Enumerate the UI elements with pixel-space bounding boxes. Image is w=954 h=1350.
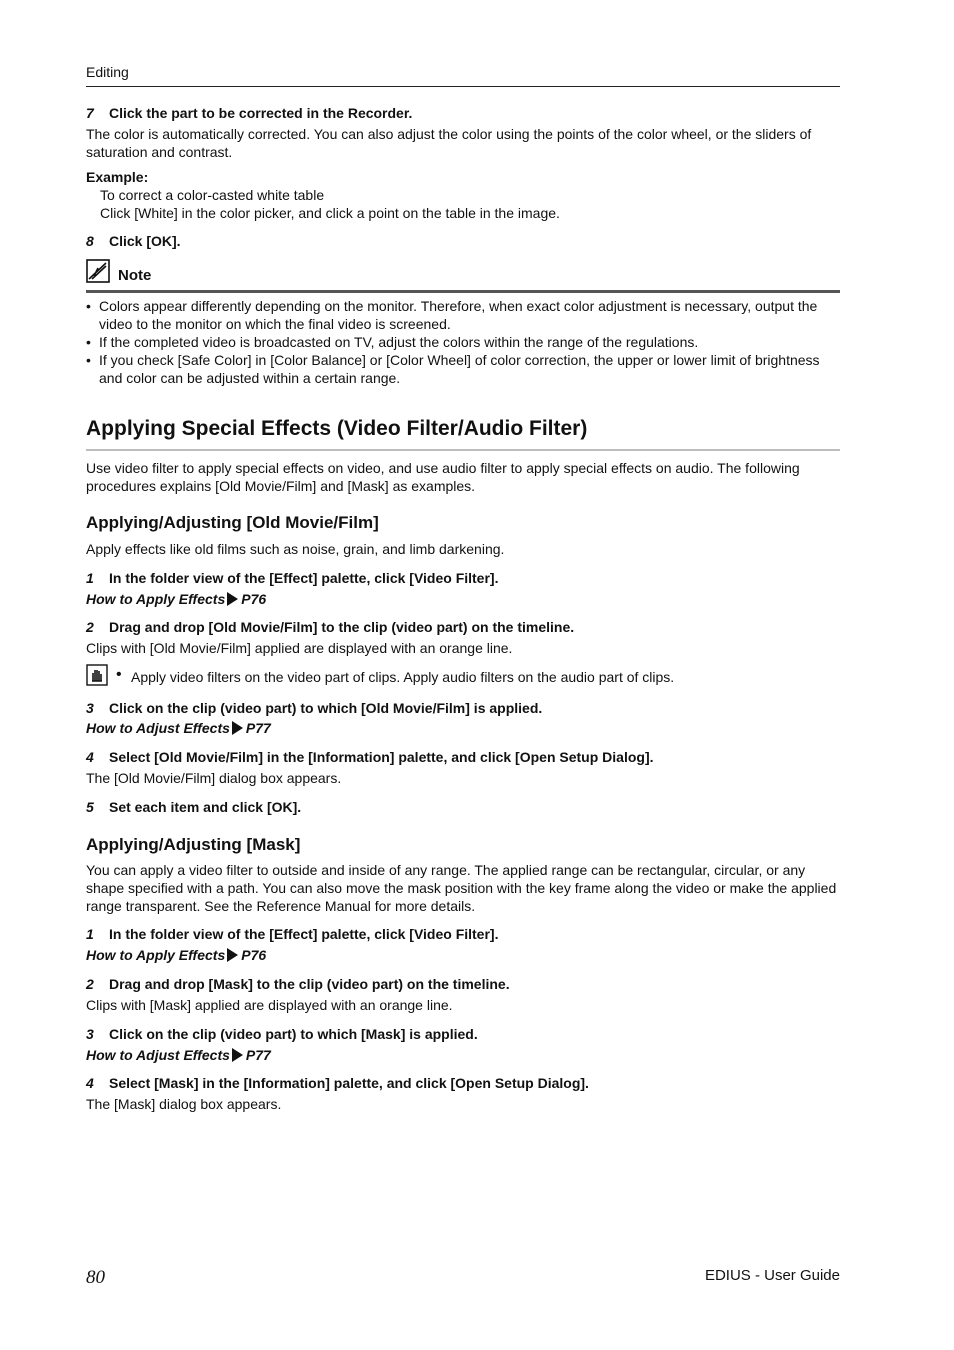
example-line-1: To correct a color-casted white table: [100, 187, 325, 203]
old-movie-ref-apply[interactable]: [86, 591, 840, 607]
old-movie-step-3: [86, 700, 840, 716]
step-text: Drag and drop [Old Movie/Film] to the clip (video part) on the timeline.: [109, 619, 575, 635]
note-item: • If you check [Safe Color] in [Color Balance] or [Color Wheel] of color correction, the upper or lower limit of brightness and color can be adjusted within a certain range.: [86, 351, 840, 387]
note-label: Note: [118, 267, 152, 284]
step-7: [86, 105, 840, 121]
ref-page: P77: [245, 720, 271, 736]
step-8: [86, 233, 840, 249]
section-title: Applying Special Effects (Video Filter/Audio Filter): [86, 417, 588, 440]
footer-title: EDIUS - User Guide: [704, 1267, 840, 1284]
step-text: Click [OK].: [109, 233, 181, 249]
mask-step-4-body: The [Mask] dialog box appears.: [86, 1096, 282, 1112]
step-7-body: The color is automatically corrected. You can also adjust the color using the points of the color wheel, or the sliders of saturation and contrast.: [86, 126, 812, 160]
step-number: 2: [86, 619, 94, 635]
step-text: In the folder view of the [Effect] palette, click [Video Filter].: [109, 570, 499, 586]
old-movie-step-5: [86, 799, 840, 815]
step-number: 3: [86, 700, 94, 716]
example-line-2: Click [White] in the color picker, and click a point on the table in the image.: [100, 205, 560, 221]
mask-step-4: [86, 1075, 840, 1091]
mask-step-2-body: Clips with [Mask] applied are displayed with an orange line.: [86, 997, 453, 1013]
arrow-right-icon: [232, 1048, 243, 1062]
old-movie-intro: Apply effects like old films such as noise, grain, and limb darkening.: [86, 541, 505, 557]
step-number: 8: [86, 233, 94, 249]
ref-text: How to Adjust Effects: [86, 720, 230, 736]
ref-page: P77: [245, 1047, 271, 1063]
old-movie-step-2: [86, 619, 840, 635]
mask-intro: You can apply a video filter to outside and inside of any range. The applied range can be rectangular, circular, or any shape specified with a path. You can also move the mask position with the key frame along the video or make the applied range transparent. See the Reference Manual for more details.: [86, 862, 837, 914]
mask-step-2: [86, 976, 840, 992]
mask-step-1: [86, 926, 840, 942]
tip-bullet: •: [116, 666, 122, 683]
note-icon: [86, 259, 110, 286]
section-rule: [86, 449, 840, 451]
old-movie-step-4-body: The [Old Movie/Film] dialog box appears.: [86, 770, 342, 786]
tip-text: Apply video filters on the video part of clips. Apply audio filters on the audio part of clips.: [131, 669, 675, 685]
ref-page: P76: [241, 947, 267, 963]
note-list: [86, 297, 840, 387]
arrow-right-icon: [232, 721, 243, 735]
step-text: Drag and drop [Mask] to the clip (video part) on the timeline.: [109, 976, 510, 992]
ref-text: How to Apply Effects: [86, 947, 226, 963]
old-movie-step-2-body: Clips with [Old Movie/Film] applied are displayed with an orange line.: [86, 640, 513, 656]
mask-ref-apply[interactable]: [86, 947, 840, 963]
ref-text: How to Apply Effects: [86, 591, 226, 607]
mask-step-3: [86, 1026, 840, 1042]
step-number: 7: [86, 105, 94, 121]
header-rule: [86, 86, 840, 87]
step-number: 3: [86, 1026, 94, 1042]
step-text: Set each item and click [OK].: [109, 799, 302, 815]
section-intro: Use video filter to apply special effects on video, and use audio filter to apply special effects on audio. The following procedures explains [Old Movie/Film] and [Mask] as examples.: [86, 460, 800, 494]
running-header: Editing: [86, 64, 129, 80]
step-text: Click on the clip (video part) to which [Mask] is applied.: [109, 1026, 478, 1042]
mask-title: Applying/Adjusting [Mask]: [86, 835, 301, 854]
old-movie-title: Applying/Adjusting [Old Movie/Film]: [86, 513, 379, 532]
note-rule: [86, 290, 840, 293]
mask-ref-adjust[interactable]: [86, 1047, 840, 1063]
step-text: Select [Mask] in the [Information] palette, and click [Open Setup Dialog].: [109, 1075, 589, 1091]
note-item: • Colors appear differently depending on the monitor. Therefore, when exact color adjustment is necessary, output the video to the monitor on which the final video is screened.: [86, 297, 840, 333]
tip-hand-icon: [86, 664, 108, 689]
old-movie-step-4: [86, 749, 840, 765]
example-label: Example:: [86, 169, 149, 185]
step-number: 1: [86, 926, 94, 942]
step-number: 4: [86, 1075, 94, 1091]
page-number: 80: [86, 1267, 105, 1288]
arrow-right-icon: [227, 592, 238, 606]
note-item: • If the completed video is broadcasted on TV, adjust the colors within the range of the regulations.: [86, 333, 840, 351]
step-text: Click the part to be corrected in the Recorder.: [109, 105, 413, 121]
step-text: Select [Old Movie/Film] in the [Information] palette, and click [Open Setup Dialog].: [109, 749, 654, 765]
step-number: 5: [86, 799, 94, 815]
ref-page: P76: [241, 591, 267, 607]
step-number: 4: [86, 749, 94, 765]
step-text: Click on the clip (video part) to which [Old Movie/Film] is applied.: [109, 700, 543, 716]
ref-text: How to Adjust Effects: [86, 1047, 230, 1063]
step-number: 1: [86, 570, 94, 586]
old-movie-ref-adjust[interactable]: [86, 720, 840, 736]
step-number: 2: [86, 976, 94, 992]
old-movie-step-1: [86, 570, 840, 586]
step-text: In the folder view of the [Effect] palette, click [Video Filter].: [109, 926, 499, 942]
arrow-right-icon: [227, 948, 238, 962]
